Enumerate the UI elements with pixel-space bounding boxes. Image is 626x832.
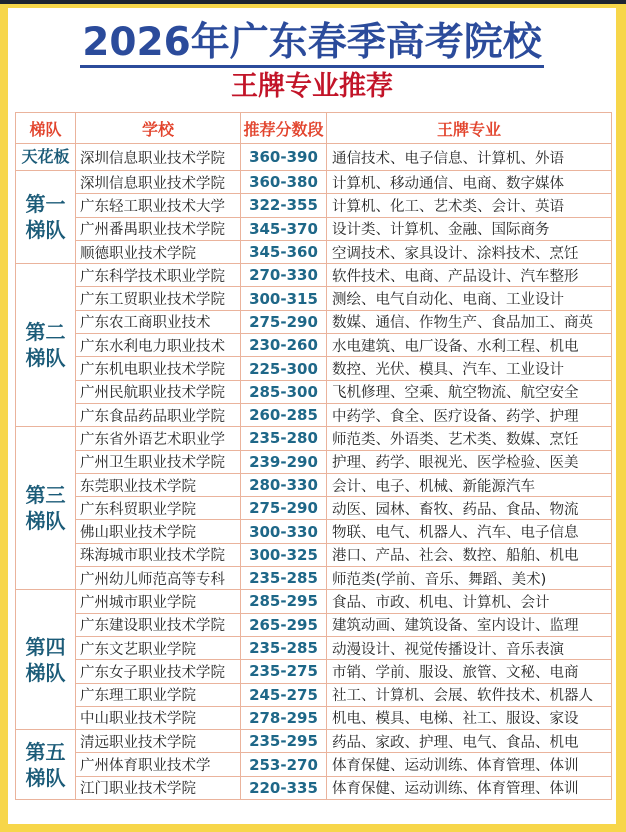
major-list: 食品、市政、机电、计算机、会计: [327, 590, 612, 613]
school-name: 广东科贸职业学院: [76, 497, 241, 520]
table-row: [16, 334, 612, 357]
header-school: 学校: [76, 113, 241, 144]
major-list: 市销、学前、服设、旅管、文秘、电商: [327, 660, 612, 683]
score-range: 285-295: [241, 590, 327, 613]
score-range: 345-370: [241, 217, 327, 240]
school-name: 广州民航职业技术学院: [76, 380, 241, 403]
score-range: 235-285: [241, 567, 327, 590]
table-row: [16, 683, 612, 706]
major-list: 师范类(学前、音乐、舞蹈、美术): [327, 567, 612, 590]
school-name: 顺德职业技术学院: [76, 240, 241, 263]
table-row: [16, 357, 612, 380]
score-range: 278-295: [241, 706, 327, 729]
score-range: 270-330: [241, 264, 327, 287]
school-name: 广东工贸职业技术学院: [76, 287, 241, 310]
tier-label: [16, 427, 76, 590]
major-list: 动漫设计、视觉传播设计、音乐表演: [327, 636, 612, 659]
school-name: 广东食品药品职业学院: [76, 403, 241, 426]
school-name: 广东科学技术职业学院: [76, 264, 241, 287]
table-row: [16, 403, 612, 426]
major-list: 计算机、化工、艺术类、会计、英语: [327, 194, 612, 217]
table-row: [16, 144, 612, 171]
score-range: 253-270: [241, 753, 327, 776]
table-row: [16, 217, 612, 240]
school-name: 深圳信息职业技术学院: [76, 171, 241, 194]
table-row: [16, 613, 612, 636]
table-header-row: [16, 113, 612, 144]
major-list: 会计、电子、机械、新能源汽车: [327, 473, 612, 496]
table-row: [16, 660, 612, 683]
score-range: 230-260: [241, 334, 327, 357]
school-table: [15, 112, 612, 800]
school-name: 珠海城市职业技术学院: [76, 543, 241, 566]
table-row: [16, 240, 612, 263]
major-list: 港口、产品、社会、数控、船舶、机电: [327, 543, 612, 566]
school-name: 中山职业技术学院: [76, 706, 241, 729]
tier-label-text: 第四梯队: [25, 634, 66, 685]
table-row: [16, 520, 612, 543]
tier-label-text: 第一梯队: [25, 192, 66, 243]
score-range: 220-335: [241, 776, 327, 799]
table-row: [16, 287, 612, 310]
school-name: 东莞职业技术学院: [76, 473, 241, 496]
table-row: [16, 706, 612, 729]
school-name: 广东水利电力职业技术: [76, 334, 241, 357]
score-range: 360-380: [241, 171, 327, 194]
score-range: 322-355: [241, 194, 327, 217]
tier-label-text: 第二梯队: [25, 320, 66, 371]
school-name: 广州幼儿师范高等专科: [76, 567, 241, 590]
major-list: 师范类、外语类、艺术类、数媒、烹饪: [327, 427, 612, 450]
table-row: [16, 427, 612, 450]
major-list: 体育保健、运动训练、体育管理、体训: [327, 753, 612, 776]
major-list: 计算机、移动通信、电商、数字媒体: [327, 171, 612, 194]
major-list: 社工、计算机、会展、软件技术、机器人: [327, 683, 612, 706]
tier-label: [16, 264, 76, 427]
major-list: 通信技术、电子信息、计算机、外语: [327, 144, 612, 171]
poster: [8, 8, 616, 824]
yellow-frame: [0, 4, 626, 832]
tier-label-text: 第五梯队: [25, 739, 66, 790]
table-body: [16, 144, 612, 800]
major-list: 数媒、通信、作物生产、食品加工、商英: [327, 310, 612, 333]
tier-label-text: 第三梯队: [25, 483, 66, 534]
school-name: 广东省外语艺术职业学: [76, 427, 241, 450]
table-row: [16, 450, 612, 473]
school-name: 清远职业技术学院: [76, 730, 241, 753]
table-row: [16, 753, 612, 776]
major-list: 护理、药学、眼视光、医学检验、医美: [327, 450, 612, 473]
table-row: [16, 171, 612, 194]
tier-label: [16, 730, 76, 800]
table-row: [16, 264, 612, 287]
table-row: [16, 473, 612, 496]
score-range: 265-295: [241, 613, 327, 636]
score-range: 285-300: [241, 380, 327, 403]
major-list: 机电、模具、电梯、社工、服设、家设: [327, 706, 612, 729]
score-range: 235-285: [241, 636, 327, 659]
score-range: 235-295: [241, 730, 327, 753]
table-row: [16, 730, 612, 753]
score-range: 225-300: [241, 357, 327, 380]
school-name: 广东农工商职业技术: [76, 310, 241, 333]
major-list: 水电建筑、电厂设备、水利工程、机电: [327, 334, 612, 357]
page-subtitle: 王牌专业推荐: [231, 71, 393, 102]
major-list: 体育保健、运动训练、体育管理、体训: [327, 776, 612, 799]
school-name: 广州城市职业学院: [76, 590, 241, 613]
school-name: 广东理工职业学院: [76, 683, 241, 706]
table-row: [16, 636, 612, 659]
school-name: 广东建设职业技术学院: [76, 613, 241, 636]
score-range: 300-325: [241, 543, 327, 566]
tier-label: 天花板: [16, 144, 76, 171]
score-range: 245-275: [241, 683, 327, 706]
score-range: 360-390: [241, 144, 327, 171]
table-row: [16, 380, 612, 403]
major-list: 空调技术、家具设计、涂料技术、烹饪: [327, 240, 612, 263]
major-list: 动医、园林、畜牧、药品、食品、物流: [327, 497, 612, 520]
score-range: 235-275: [241, 660, 327, 683]
school-name: 广东轻工职业技术大学: [76, 194, 241, 217]
score-range: 235-280: [241, 427, 327, 450]
school-name: 广州卫生职业技术学院: [76, 450, 241, 473]
major-list: 软件技术、电商、产品设计、汽车整形: [327, 264, 612, 287]
table-row: [16, 497, 612, 520]
table-row: [16, 776, 612, 799]
major-list: 设计类、计算机、金融、国际商务: [327, 217, 612, 240]
table-row: [16, 567, 612, 590]
school-name: 广东文艺职业学院: [76, 636, 241, 659]
score-range: 345-360: [241, 240, 327, 263]
header-majors: 王牌专业: [327, 113, 612, 144]
school-name: 深圳信息职业技术学院: [76, 144, 241, 171]
score-range: 260-285: [241, 403, 327, 426]
school-name: 广东机电职业技术学院: [76, 357, 241, 380]
score-range: 275-290: [241, 497, 327, 520]
school-name: 广东女子职业技术学院: [76, 660, 241, 683]
school-name: 佛山职业技术学院: [76, 520, 241, 543]
tier-label: [16, 171, 76, 264]
header-score: 推荐分数段: [241, 113, 327, 144]
table-row: [16, 310, 612, 333]
major-list: 测绘、电气自动化、电商、工业设计: [327, 287, 612, 310]
score-range: 239-290: [241, 450, 327, 473]
major-list: 药品、家政、护理、电气、食品、机电: [327, 730, 612, 753]
major-list: 数控、光伏、模具、汽车、工业设计: [327, 357, 612, 380]
table-row: [16, 590, 612, 613]
score-range: 300-315: [241, 287, 327, 310]
school-name: 广州体育职业技术学: [76, 753, 241, 776]
page-title-text: 2026年广东春季高考院校: [80, 20, 544, 68]
major-list: 物联、电气、机器人、汽车、电子信息: [327, 520, 612, 543]
page-title: [8, 20, 616, 66]
major-list: 建筑动画、建筑设备、室内设计、监理: [327, 613, 612, 636]
score-range: 300-330: [241, 520, 327, 543]
header-tier: 梯队: [16, 113, 76, 144]
table-row: [16, 194, 612, 217]
table-row: [16, 543, 612, 566]
major-list: 飞机修理、空乘、航空物流、航空安全: [327, 380, 612, 403]
tier-label: [16, 590, 76, 730]
major-list: 中药学、食全、医疗设备、药学、护理: [327, 403, 612, 426]
school-name: 江门职业技术学院: [76, 776, 241, 799]
score-range: 275-290: [241, 310, 327, 333]
school-name: 广州番禺职业技术学院: [76, 217, 241, 240]
score-range: 280-330: [241, 473, 327, 496]
